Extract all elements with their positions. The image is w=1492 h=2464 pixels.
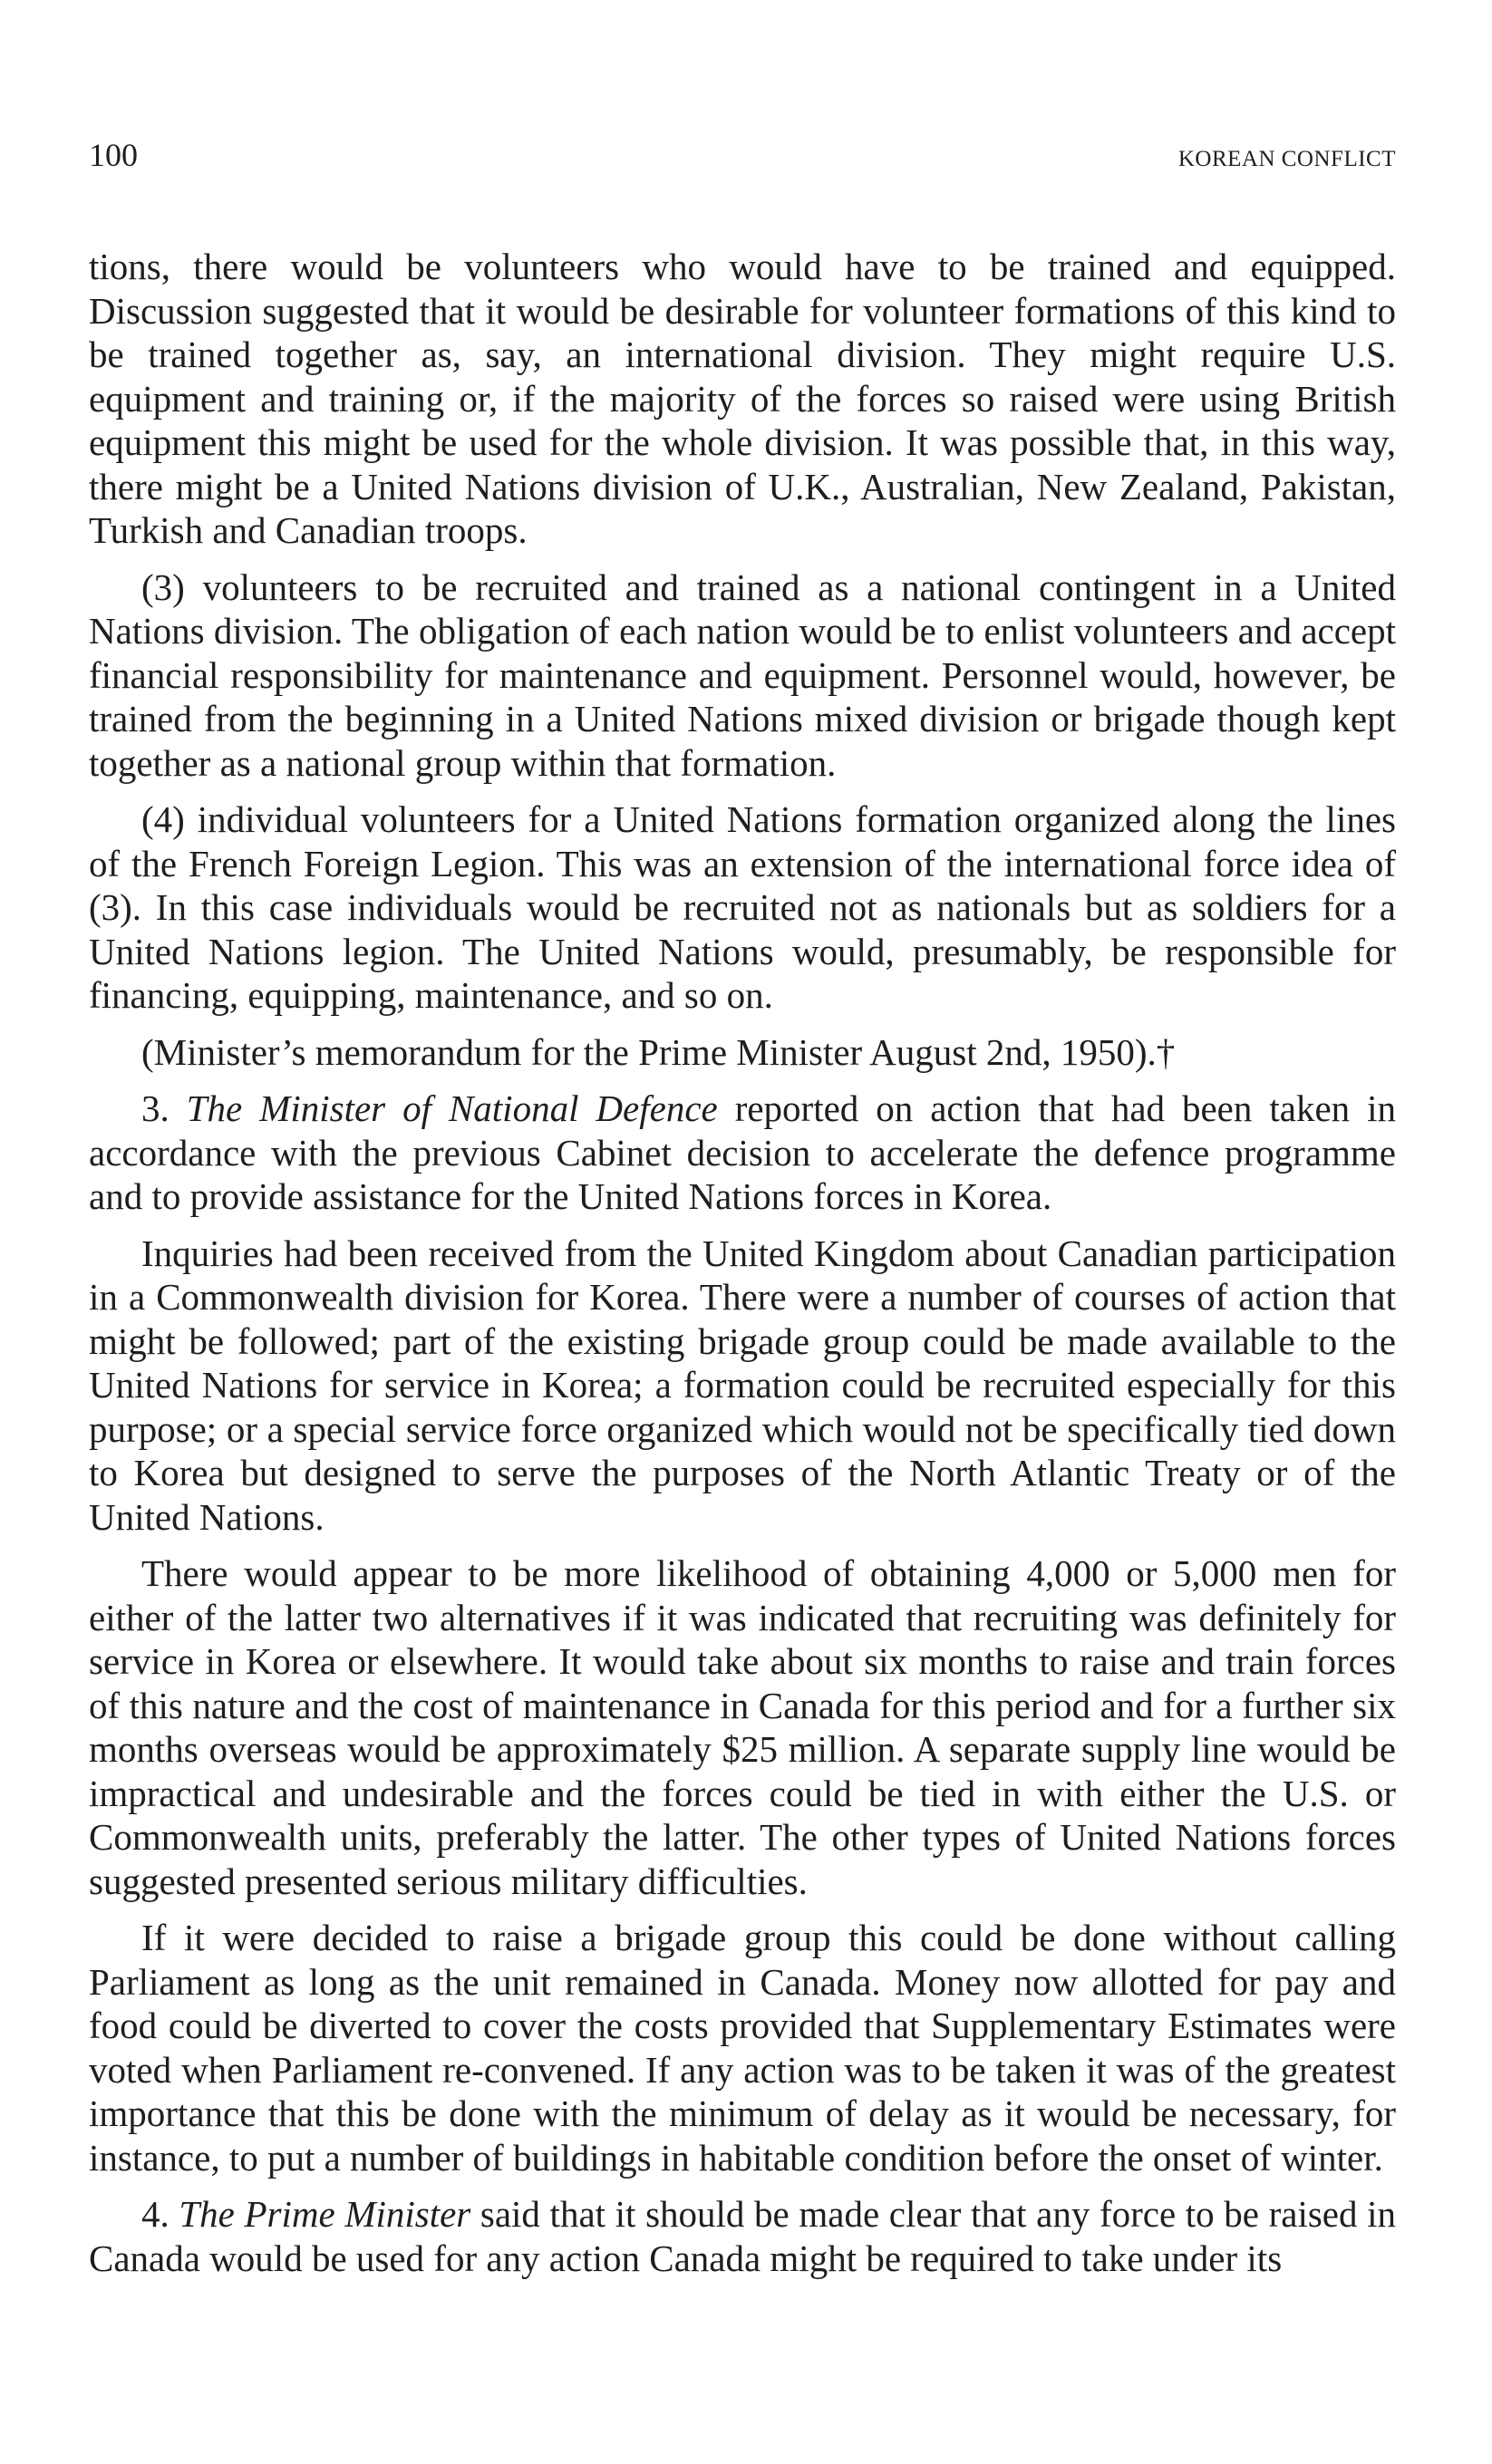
item-4-text: said that it should be made clear that any force to be raised in Canada would be used for any action Canada might be required to take under its	[89, 2193, 1397, 2279]
paragraph-continuation: tions, there would be volunteers who would have to be trained and equipped. Discussion suggested that it would be desirable for volunteer formations of this kind to be trained together as, say, an international division. They might require U.S. equipment and training or, if the majority of the forces so raised were using British equipment this might be used for the whole division. It was possible that, in this way, there might be a United Nations division of U.K., Australian, New Zealand, Pakistan, Turkish and Canadian troops.	[89, 246, 1396, 551]
paragraph-commonwealth-inquiries: Inquiries had been received from the United Kingdom about Canadian participation in a Commonwealth division for Korea. There were a number of courses of action that might be followed; part of the existing brigade group could be made available to the United Nations for service in Korea; a formation could be recruited especially for this purpose; or a special service force organized which would not be specifically tied down to Korea but designed to serve the purposes of the North Atlantic Treaty or of the United Nations.	[89, 1232, 1396, 1538]
paragraph-memorandum-citation: (Minister’s memorandum for the Prime Minister August 2nd, 1950).†	[141, 1030, 1176, 1073]
document-body	[89, 245, 1396, 2280]
running-title: KOREAN CONFLICT	[1177, 147, 1396, 171]
paragraph-option-3: (3) volunteers to be recruited and trained as a national contingent in a United Nations division. The obligation of each nation would be to enlist volunteers and accept financial responsibility for maintenance and equipment. Personnel would, however, be trained from the beginning in a United Nations mixed division or brigade though kept together as a national group within that formation.	[89, 565, 1396, 784]
paragraph-option-4: (4) individual volunteers for a United Nations formation organized along the lines of the French Foreign Legion. This was an extension of the international force idea of (3). In this case individuals would be recruited not as nationals but as soldiers for a United Nations legion. The United Nations would, presumably, be responsible for financing, equipping, maintenance, and so on.	[89, 798, 1396, 1016]
paragraph-brigade-group: If it were decided to raise a brigade group this could be done without calling Parliament as long as the unit remained in Canada. Money now allotted for pay and food could be diverted to cover the costs provided that Supplementary Estimates were voted when Parliament re-convened. If any action was to be taken it was of the greatest importance that this be done with the minimum of delay as it would be necessary, for instance, to put a number of buildings in habitable condition before the onset of winter.	[89, 1917, 1396, 2179]
page-number: 100	[89, 137, 138, 173]
paragraph-recruiting-likelihood: There would appear to be more likelihood of obtaining 4,000 or 5,000 men for either of the latter two alternatives if it was indicated that recruiting was definitely for service in Korea or elsewhere. It would take about six months to raise and train forces of this nature and the cost of maintenance in Canada for this period and for a further six months overseas would be approximately $25 million. A separate supply line would be impractical and undesirable and the forces could be tied in with either the U.S. or Commonwealth units, preferably the latter. The other types of United Nations forces suggested presented serious military difficulties.	[89, 1552, 1396, 1902]
item-3-text: reported on action that had been taken in accordance with the previous Cabinet decision to accelerate the defence programme and to provide assistance for the United Nations forces in Korea.	[89, 1087, 1396, 1217]
paragraph-item-3	[89, 1087, 1396, 1219]
item-3-number: 3.	[141, 1087, 170, 1129]
running-header	[89, 136, 1396, 190]
item-4-speaker: The Prime Minister	[179, 2193, 471, 2235]
document-page	[89, 136, 1396, 2293]
item-4-number: 4.	[141, 2193, 170, 2235]
paragraph-item-4	[89, 2192, 1396, 2280]
item-3-speaker: The Minister of National Defence	[186, 1087, 718, 1129]
